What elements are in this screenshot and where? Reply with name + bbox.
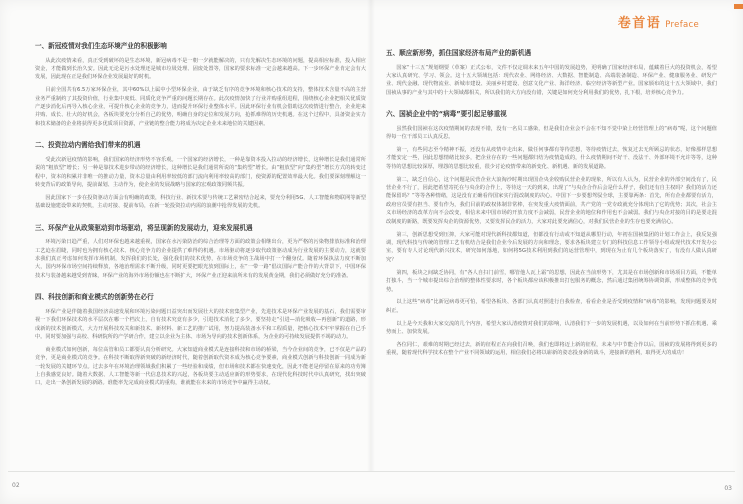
section-heading: 三、环保产业从政策驱动到市场驱动，将呈现新的发展动力，迎来发展机遇 [35,223,253,232]
page-fold [367,0,375,471]
footer-rule [8,471,735,472]
corner-accent-bar [734,4,743,9]
section-heading: 四、科技创新和商业模式的创新势在必行 [35,293,154,302]
paragraph: 第四，板块之间缺乏协同，有“各人自扫门前雪，哪管他人瓦上霜”的思想，因此在当前形势下，尤其是在市场创新和市场项目方面，不能单打独斗，当一个城市提出综合治理的整体性要求时，各个板块都应该积极推出打包服务的概念，然后通过集团统筹协调资源，形成整体的竞争优势。 [386,269,717,293]
paragraph: 各位同仁，艰难的时期已经过去，新的征程正在向我们召唤，我们也即将迈上新的征程，未来与中节能合作以后，国祯的发展将得到更多的重视，随着现代科学技术在整个产业不同领域的运用，相信我们必将以崭新的姿态投身新的战斗，迎接新的胜利，取得更大的成功！ [386,342,717,357]
paragraph: 第二，缺乏自信心，这个问题是民营企业大浪淘沙时期出现国企央企收购民营企业的现象，所以有人认为，民营企业的外部空间没有了，民营企业不行了，因此把希望寄托在与央企的合作上，等待这一天的到来，出现了“与央企合作后会是什么样子，我们还有自主权吗？我们的活力还能保留吗？”等等各种情绪，这是没有正确看待国家实行混改制度的决心。中国下一步要想驾驭全球，主要靠两条：首先，所有企业都要有活力，政府官员要有担当、要有作为，我们目前的政权体制非常棒，在突发重大疫情面前，共产党的一党专政就充分体现出了它的优势；其次，社会主义市场经济的改革方向不会改变，相信未来中国市场的开放力度不会减弱，民营企业的地位和作用也不会减弱。我们与央企对接的目的是要走混改制度的新路，既要发挥央企的资源优势，又要发挥民企的活力，大家对此要充满信心，对我们民营企业的生存也要充满信心。 [386,176,717,225]
section-heading: 六、国祯企业中的“病毒”要引起足够重视 [386,110,507,119]
preface-header [618,12,699,31]
right-page-text-column [386,49,717,464]
left-page-text-column [35,42,366,466]
paragraph: 从此次疫情来看，真正受到破坏的是生态环境，新冠病毒不是一朝一夕就能解决的，只有先解决生态环境的问题，提高相应标准，投入相应资金，才能做到长治久安。因此无论是污水处理还是城市垃圾处理、固废处置等，国家的要求标准一定会越来越高。下一步环保产业肯定会有大发展，因此现在正是我们环保企业发展最好的时机。 [35,57,366,81]
paragraph: 环保产业是伴随着我国经济高速发展和环境污染问题日益突出而发展壮大的技术密集型产业，先进技术是环保产业发展的基石，我们需要审视一下我们环保技术的水平层次在哪一个档次上，自有技术究竟有多少，引进技术消化了多少，要坚持走“引进—消化吸收—再创新”的道路，形成新的技术创新模式，大力开展科技攻关和新技术、新材料、新工艺的推广试用，努力提高装备水平和工程质量，把核心技术牢牢掌握在自己手中。同时要加强与高校、科研院所的产学研合作，建立以企业为主体、市场为导向的技术创新体系，为企业的可持续发展提供不竭的动力。 [35,308,366,340]
section-heading: 二、投资拉动内需给我们带来的机遇 [35,141,141,150]
section-heading: 五、顺应新形势，抓住国家经济布局产业的新机遇 [386,49,532,57]
paragraph: 以上这些“病毒”比新冠病毒更可怕，希望各板块、各部门认真对照进行自我检查，看看企业是否受到疫情和“病毒”的影响，发现问题要及时纠正。 [386,299,717,314]
paragraph: 以上是今天我和大家交流的几个内容，希望大家认清疫情对我们的影响，认清我们下一步的发展机遇，以及如何在当前形势下抓住机遇、乘势而上、加快发展。 [386,320,717,336]
paragraph: 受此次新冠疫情的影响，我们国家的经济形势不容乐观。一个国家的经济增长，一种是靠资本投入拉动的经济增长，这种增长是我们通常所说的“粗放型”增长；另一种是靠技术进步带动的经济增长，这种增长是我们通常所说的“集约型”增长。由“粗放型”向“集约型”增长方式的转变过程中，资本的积累并非唯一的推动力量，资本总量由利用率较低的部门流向利用率较高的部门，使资源的配置效率最大化。我们要深刻理解这一转变背后的政策导向，提前谋划、主动作为，使企业的发展战略与国家的宏观政策同频共振。 [35,156,366,188]
paragraph: 商业模式如何创新，每位高管和员工都要认真分析研究。大家知道商业模式是连接科技和市场的桥梁，当今企业间的竞争，已不仅是产品的竞争，更是商业模式的竞争。在科技不断取得新突破的新经济时代，随着创新取代资本成为核心竞争要素，商业模式创新与科技创新一同成为新一轮发展的关键环节点。过去多年在环境治理领域我们积累了一些经验和成绩，但市场和技术都在快速变化，因此不能老是停留在原来的功劳簿上自我感觉良好。随着大数据、人工智能等新一代信息技术的兴起，各板块要主动适应新的形势要求，在现代化科技时代中认真研究，找出突破口，走出一条创新发展的新路。谁能率先完成商业模式的重构，谁就能在未来的市场竞争中赢得主动权。 [35,346,366,387]
paragraph: 第一，有些同志至今精神不振，还没有从疫情中走出来，做任何事都有等待思想，等待疫情过去，恢复过去无所顾忌的状态，好像那样思想才能安定一些，因此思想情绪比较多，把企业存在的一些问题都归结为疫情造成的，什么疫情期间不好干、没法干、外部环境不允许等等，这种等待的思想比较深厚，埋怨的思想比较重，很少讨论疫情带来的新变化、新机遇、新的发展道路。 [386,146,717,170]
paragraph: 目前全国共有6.5万家环保企业，其中60%以上属中小型环保企业，由于缺乏有序的竞争环境和核心技术的支持，整体技术含量不高的主营业务严重制约了其投资价值，行业集中度低、同质化竞争严重的问题长期存在。此次疫情加快了行业并购重组进程，围绕核心企业把相关优质资产逐步消化后再导入核心企业，可提升核心企业的竞争力，进而提升环保行业整体水平。因此环保行业有机会借助这次疫情进行整合，企业迎来并购、成长、壮大的好机会，各板块要充分分析自己的优势，明确自身的定位和发展方向，抢抓难得的历史机遇。在这个过程中，具备资金实力和技术储备的企业将获得更多优质项目资源，产业链的整合能力将成为决定企业未来地位的关键因素。 [35,87,366,127]
page-title: 卷首语 [617,16,662,31]
page-title-english: Preface [665,20,699,30]
page-number-right: 03 [724,485,732,492]
paragraph: 因此国家下一步在投资驱动方面会有明确的政策，科技行业、新技术要与传统工艺紧密结合起来，要充分利用5G、人工智能和物联网等新型基础设施建设带来的契机，主动对接、提前布局，在新一轮投资拉动内需的浪潮中抢得发展的先机。 [35,194,366,210]
page-number-left: 02 [12,482,20,489]
paragraph: 第三，创新思想受到压抑，大家可能对现代新科技都知道，但都没有行动或不知道从哪里行动，年初在国祯集团的计划工作会上，我反复强调，现代科技与传统的管理工艺有机结合是我们企业今后发展的方向和理念，要求各板块建立专门的科技信息工作领导小组或现代技术开发办公室，要有专人讨论现代新兴技术，研究如何落地，如何将5G技术利用到我们的运营管理中，到现在为止有几个板块落实了，有没有人做认真研究？ [386,231,717,263]
paragraph: 虽然我们国祯在这次疫情期间的表现不错，没有一名员工感染，但是我们企业会不会在不知不觉中染上经营管理上的“病毒”呢，这个问题值得每一位干部员工认真反思。 [386,125,717,141]
paragraph: 环境污染日趋严重，人们对环保也越来越重视，国家在水污染防治的综合治理等方面的政策会相继出台，更为严格的污染物排放标准和治理工艺迫在眉睫，同时也为拥有核心技术、核心竞争力的企业提供了难得的机遇。市场驱动将逐步取代政策驱动成为行业发展的主要动力，这就要求我们真正考虑如何发挥市场机制，发挥我们的长处，强化我们的技术优势，在市场竞争的主战场中打一个翻身仗。随着环保执法力度不断加大，国内环保市场空间持续释放，各地治理需求不断升级，同时更要把眼光放到国际上，在“一带一路”倡议国际产能合作的大背景下，中国环保技术与装备越来越受到青睐，环保产业的海外市场份额也在不断扩大，环保产业正迎来前所未有的发展黄金期，我们必须做好充分的准备。 [35,239,366,279]
section-heading: 一、新冠疫情对我们生态环境产业的积极影响 [35,42,167,50]
paragraph: 国家“十三五”规划纲要（草案）正式公布，文件不仅定调未来五年中国的发展趋势，更明确了国家经济布局，蕴藏着巨大的投资机会，希望大家认真研究、学习、领会。这十五大领域包括：现代农业、网络经济、大数据、智能制造、高端装备制造、环保产业、健康服务业、研发产业、现代金融、现代物流业、新城市建设、美丽乡村建设、创意文化产业、海洋经济、临空经济等新型产业。国家颁布的这十五大领域中，我们国祯从事的产业与其中的十大领域都相关，所以我们的大方向没有错，关键是如何充分利用我们的优势，扎下根，培养核心竞争力。 [386,64,717,96]
